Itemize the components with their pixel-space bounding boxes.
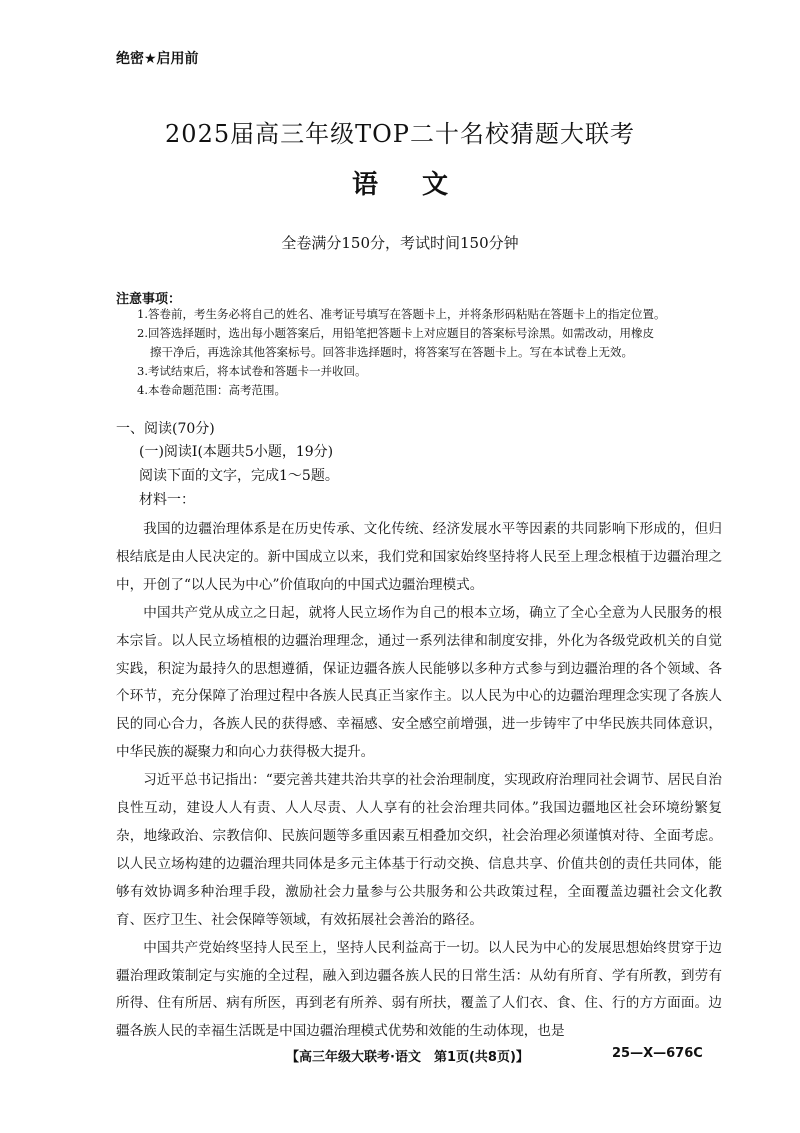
notice-item: 2.回答选择题时，选出每小题答案后，用铅笔把答题卡上对应题目的答案标号涂黑。如需改动，用橡皮 <box>137 326 654 340</box>
passage-paragraph: 中国共产党从成立之日起，就将人民立场作为自己的根本立场，确立了全心全意为人民服务的根本宗旨。以人民立场植根的边疆治理理念，通过一系列法律和制度安排，外化为各级党政机关的自觉实践，积淀为最持久的思想遵循，保证边疆各族人民能够以多种方式参与到边疆治理的各个领域、各个环节，充分保障了治理过程中各族人民真正当家作主。以人民为中心的边疆治理理念实现了各族人民的同心合力，各族人民的获得感、幸福感、安全感空前增强，进一步铸牢了中华民族共同体意识，中华民族的凝聚力和向心力获得极大提升。 <box>116 604 722 761</box>
reading-instruction: 阅读下面的文字，完成1～5题。 <box>139 468 339 484</box>
exam-title: 2025届高三年级TOP二十名校猜题大联考 <box>165 120 635 148</box>
notice-item: 3.考试结束后，将本试卷和答题卡一并收回。 <box>137 364 367 378</box>
score-time-line: 全卷满分150分，考试时间150分钟 <box>281 234 519 252</box>
material-label: 材料一： <box>139 492 195 508</box>
notice-list <box>137 305 737 400</box>
reading-intro <box>139 440 339 512</box>
reading-subheading: (一)阅读Ⅰ(本题共5小题，19分) <box>139 444 334 460</box>
paper-code: 25—X—676C <box>612 1046 703 1061</box>
notice-item-continuation: 擦干净后，再选涂其他答案标号。回答非选择题时，将答案写在答题卡上。写在本试卷上无效。 <box>150 345 633 359</box>
notice-item: 1.答卷前，考生务必将自己的姓名、准考证号填写在答题卡上，并将条形码粘贴在答题卡上的指定位置。 <box>137 307 666 321</box>
page-footer: 【高三年级大联考·语文 第1页(共8页)】 <box>286 1050 529 1065</box>
passage-paragraph: 中国共产党始终坚持人民至上，坚持人民利益高于一切。以人民为中心的发展思想始终贯穿于边疆治理政策制定与实施的全过程，融入到边疆各族人民的日常生活：从幼有所育、学有所教，到劳有所得、住有所居、病有所医，再到老有所养、弱有所扶，覆盖了人们衣、食、住、行的方方面面。边疆各族人民的幸福生活既是中国边疆治理模式优势和效能的生动体现，也是 <box>116 939 722 1040</box>
reading-passage <box>116 516 722 1046</box>
passage-paragraph: 我国的边疆治理体系是在历史传承、文化传统、经济发展水平等因素的共同影响下形成的，但归根结底是由人民决定的。新中国成立以来，我们党和国家始终坚持将人民至上理念根植于边疆治理之中，开创了“以人民为中心”价值取向的中国式边疆治理模式。 <box>116 521 722 593</box>
confidential-label: 绝密★启用前 <box>116 51 199 67</box>
subject-title: 语文 <box>351 170 492 200</box>
notice-heading: 注意事项： <box>116 292 182 307</box>
passage-paragraph: 习近平总书记指出：“要完善共建共治共享的社会治理制度，实现政府治理同社会调节、居民自治良性互动，建设人人有责、人人尽责、人人享有的社会治理共同体。”我国边疆地区社会环境纷繁复杂，地缘政治、宗教信仰、民族问题等多重因素互相叠加交织，社会治理必须谨慎对待、全面考虑。以人民立场构建的边疆治理共同体是多元主体基于行动交换、信息共享、价值共创的责任共同体，能够有效协调多种治理手段，激励社会力量参与公共服务和公共政策过程，全面覆盖边疆社会文化教育、医疗卫生、社会保障等领域，有效拓展社会善治的路径。 <box>116 772 722 928</box>
notice-item: 4.本卷命题范围：高考范围。 <box>137 383 286 397</box>
section-heading: 一、阅读(70分) <box>116 421 215 437</box>
